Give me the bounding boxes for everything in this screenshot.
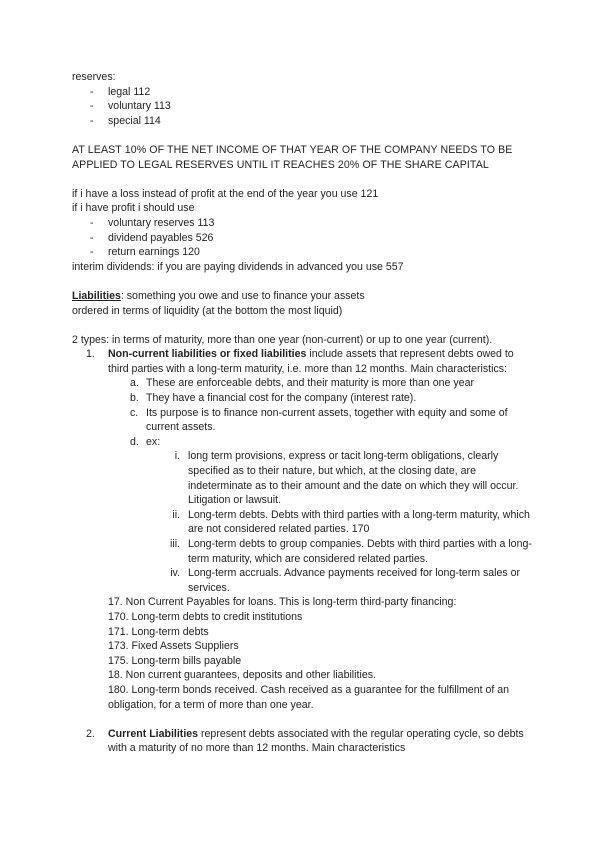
item-text: Long-term debts to group companies. Debts with third parties with a long-term maturity, which are considered related parties. — [188, 538, 532, 565]
item-marker: iv. — [170, 567, 180, 580]
profit-item: return earnings 120 — [108, 246, 200, 259]
section-marker: 2. — [86, 727, 95, 740]
account-line: 180. Long-term bonds received. Cash received as a guarantee for the fulfillment of an obligation, for a term of more than one year. — [108, 683, 510, 711]
section-non-current — [86, 347, 532, 376]
account-line: 170. Long-term debts to credit institutions — [108, 610, 303, 623]
list-item — [72, 231, 532, 246]
section-text: represent debts associated with the regular operating cycle, so debts with a maturity of no more than 12 months. Main characteristics — [108, 727, 524, 755]
account-line: 17. Non Current Payables for loans. This is long-term third-party financing: — [108, 596, 457, 609]
dash-marker: - — [90, 231, 94, 244]
account-line: 175. Long-term bills payable — [108, 654, 242, 667]
item-marker: iii. — [169, 538, 180, 550]
item-marker: i. — [174, 450, 180, 463]
liabilities-definition — [72, 289, 532, 304]
item-text: Long-term debts. Debts with third parties with a long-term maturity, which are not considered related parties. 170 — [188, 508, 530, 536]
list-item — [160, 449, 532, 507]
section-title: Current Liabilities — [108, 727, 199, 740]
list-item — [72, 85, 532, 100]
item-marker: b. — [130, 392, 139, 405]
interim-dividends-line: interim dividends: if you are paying dividends in advanced you use 557 — [72, 260, 404, 273]
liquidity-line: ordered in terms of liquidity (at the bottom the most liquid) — [72, 304, 343, 317]
list-item — [160, 508, 532, 537]
list-item — [130, 435, 532, 450]
account-line: 171. Long-term debts — [108, 625, 209, 638]
characteristics-list — [108, 376, 532, 595]
item-marker: c. — [130, 406, 139, 419]
reserve-item: legal 112 — [108, 85, 151, 98]
liabilities-term: Liabilities — [72, 289, 121, 302]
item-marker: d. — [130, 435, 139, 448]
legal-reserve-rule: AT LEAST 10% OF THE NET INCOME OF THAT YEAR OF THE COMPANY NEEDS TO BE APPLIED TO LEGAL RESERVES UNTIL IT REACHES 20% OF THE SHARE CAPITAL — [72, 143, 513, 171]
profit-line: if i have profit i should use — [72, 202, 195, 215]
examples-list — [108, 449, 532, 595]
liabilities-def-text: : something you owe and use to finance your assets — [120, 289, 365, 302]
reserve-item: special 114 — [108, 114, 161, 127]
dash-marker: - — [90, 100, 94, 113]
item-text: Long-term accruals. Advance payments received for long-term sales or services. — [188, 567, 521, 594]
list-item — [160, 537, 532, 566]
list-item — [72, 245, 532, 260]
dash-marker: - — [90, 216, 94, 229]
dash-marker: - — [90, 246, 94, 259]
account-line: 18. Non current guarantees, deposits and other liabilities. — [108, 669, 376, 682]
document-page — [72, 70, 532, 756]
list-item — [130, 391, 532, 406]
item-marker: a. — [130, 377, 139, 390]
section-text: include assets that represent debts owed to third parties with a long-term maturity, i.e. more than 12 months. Main characteristics: — [108, 348, 514, 375]
item-text: Its purpose is to finance non-current assets, together with equity and some of current assets. — [146, 406, 508, 434]
list-item — [72, 99, 532, 114]
item-text: ex: — [146, 435, 161, 448]
item-text: They have a financial cost for the company (interest rate). — [146, 392, 417, 405]
dash-marker: - — [90, 85, 94, 98]
profit-item: dividend payables 526 — [108, 231, 214, 244]
section-title: Non-current liabilities or fixed liabilities — [108, 348, 307, 361]
section-marker: 1. — [86, 348, 95, 361]
loss-line: if i have a loss instead of profit at the end of the year you use 121 — [72, 187, 379, 200]
profit-item: voluntary reserves 113 — [108, 216, 215, 229]
list-item — [130, 376, 532, 391]
two-types-line: 2 types: in terms of maturity, more than one year (non-current) or up to one year (current). — [72, 333, 493, 346]
reserves-heading: reserves: — [72, 71, 116, 83]
section-current — [86, 727, 532, 756]
accounts-list — [108, 595, 532, 712]
list-item — [72, 114, 532, 129]
item-text: These are enforceable debts, and their maturity is more than one year — [146, 377, 474, 390]
list-item — [130, 406, 532, 435]
dash-marker: - — [90, 114, 94, 127]
account-line: 173. Fixed Assets Suppliers — [108, 640, 239, 653]
reserve-item: voluntary 113 — [108, 100, 171, 113]
list-item — [160, 566, 532, 595]
item-marker: ii. — [172, 508, 180, 521]
item-text: long term provisions, express or tacit long-term obligations, clearly specified as to their nature, but which, at the closing date, are indeterminate as to their amount and the date on which they will occur. Litigation or lawsuit. — [188, 450, 519, 507]
list-item — [72, 216, 532, 231]
